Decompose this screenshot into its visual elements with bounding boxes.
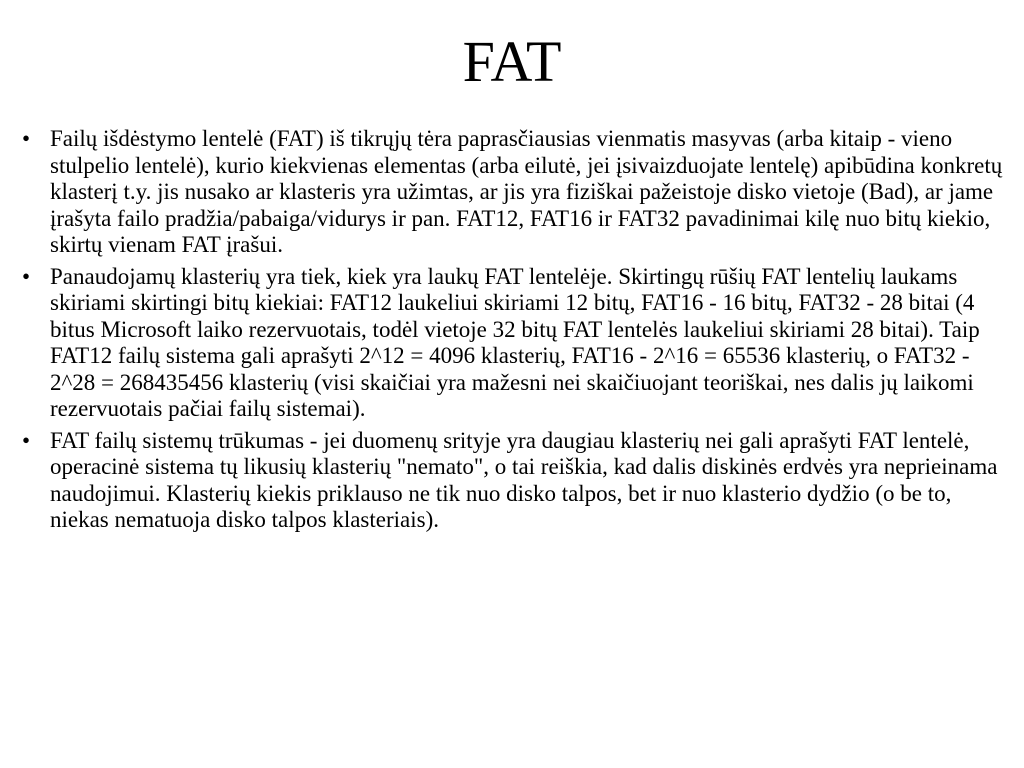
bullet-list [22, 126, 1014, 539]
bullet-marker: • [22, 263, 31, 289]
bullet-text: Failų išdėstymo lentelė (FAT) iš tikrųjų tėra paprasčiausias vienmatis masyvas (arba kitaip - vieno stulpelio lentelė), kurio kiekvienas elementas (arba eilutė, jei įsivaizduojate lentelę) apibūdina konkretų klasterį t.y. jis nusako ar klasteris yra užimtas, ar jis yra fiziškai pažeistoje disko vietoje (Bad), ar jame įrašyta failo pradžia/pabaiga/vidurys ir pan. FAT12, FAT16 ir FAT32 pavadinimai kilę nuo bitų kiekio, skirtų vienam FAT įrašui. [50, 126, 1003, 257]
bullet-item [22, 428, 1014, 534]
bullet-item [22, 264, 1014, 423]
bullet-marker: • [22, 427, 31, 453]
bullet-text: FAT failų sistemų trūkumas - jei duomenų srityje yra daugiau klasterių nei gali aprašyti FAT lentelė, operacinė sistema tų likusių klasterių "nemato", o tai reiškia, kad dalis diskinės erdvės yra neprieinama naudojimui. Klasterių kiekis priklauso ne tik nuo disko talpos, bet ir nuo klasterio dydžio (o be to, niekas nematuoja disko talpos klasteriais). [50, 427, 998, 532]
bullet-marker: • [22, 126, 31, 151]
bullet-item [22, 126, 1014, 259]
bullet-text: Panaudojamų klasterių yra tiek, kiek yra laukų FAT lentelėje. Skirtingų rūšių FAT lentelių laukams skiriami skirtingi bitų kiekiai: FAT12 laukeliui skiriami 12 bitų, FAT16 - 16 bitų, FAT32 - 28 bitai (4 bitus Microsoft laiko rezervuotais, todėl vietoje 32 bitų FAT lentelės laukeliui skiriami 28 bitai). Taip FAT12 failų sistema gali aprašyti 2^12 = 4096 klasterių, FAT16 - 2^16 = 65536 klasterių, o FAT32 - 2^28 = 268435456 klasterių (visi skaičiai yra mažesni nei skaičiuojant teoriškai, nes dalis jų laikomi rezervuotais pačiai failų sistemai). [50, 263, 980, 421]
slide-title: FAT [462, 29, 562, 94]
